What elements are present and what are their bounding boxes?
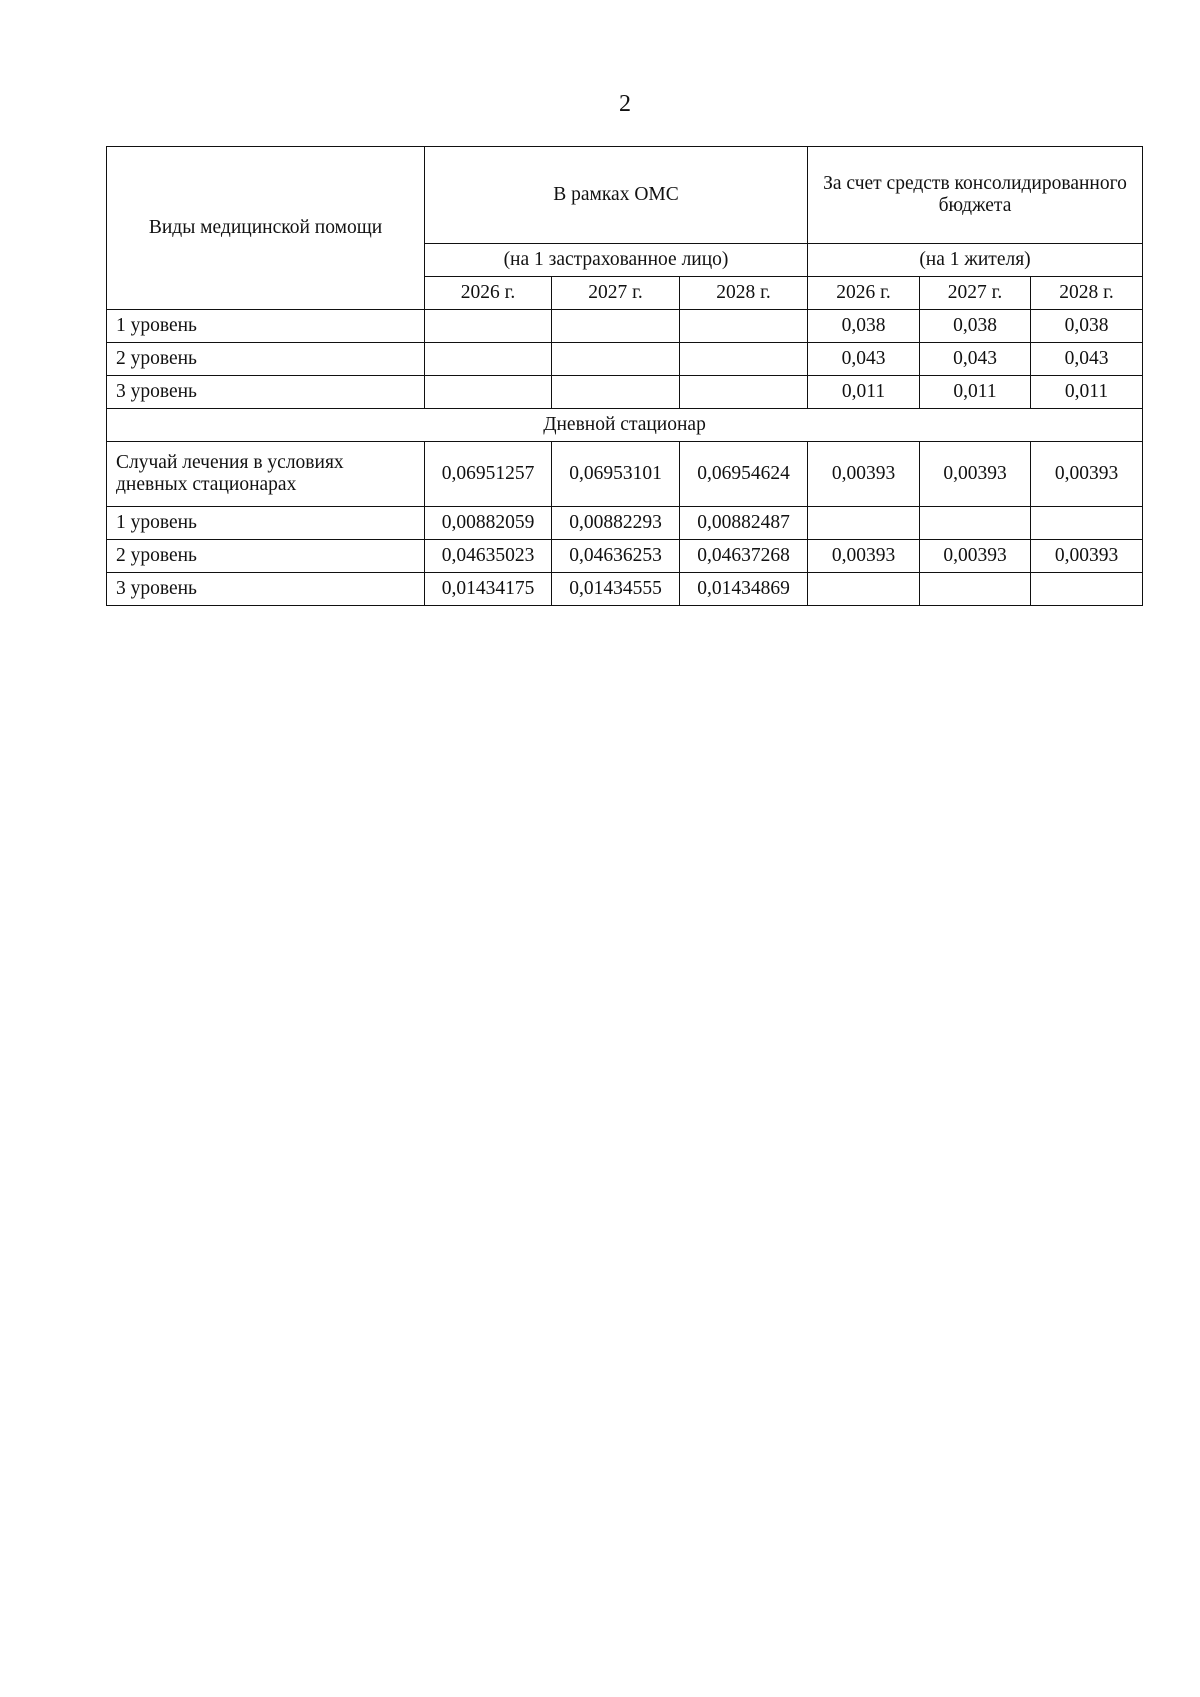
- table-cell: 0,038: [920, 310, 1031, 343]
- table-row: [107, 343, 1143, 376]
- table-cell: [552, 310, 680, 343]
- table-cell: 0,00882059: [425, 507, 552, 540]
- table-cell: 0,01434869: [680, 573, 808, 606]
- table-cell: 0,038: [808, 310, 920, 343]
- row-label: 3 уровень: [107, 573, 425, 606]
- table-cell: [425, 376, 552, 409]
- table-cell: [680, 310, 808, 343]
- row-label: 2 уровень: [107, 540, 425, 573]
- header-budget-group: За счет средств консолидированного бюджета: [808, 147, 1143, 244]
- table-cell: 0,06954624: [680, 442, 808, 507]
- header-year: 2028 г.: [680, 277, 808, 310]
- table-row: [107, 310, 1143, 343]
- table-cell: 0,00393: [1031, 540, 1143, 573]
- table-cell: 0,038: [1031, 310, 1143, 343]
- table-cell: 0,01434555: [552, 573, 680, 606]
- table-cell: 0,011: [1031, 376, 1143, 409]
- row-label: 1 уровень: [107, 310, 425, 343]
- table-cell: 0,00882487: [680, 507, 808, 540]
- table-row: [107, 573, 1143, 606]
- table-cell: 0,00393: [1031, 442, 1143, 507]
- table-cell: [680, 343, 808, 376]
- table-cell: [808, 507, 920, 540]
- table-cell: [920, 507, 1031, 540]
- table-cell: [552, 343, 680, 376]
- table-cell: 0,011: [808, 376, 920, 409]
- table-cell: [425, 343, 552, 376]
- table-row: [107, 540, 1143, 573]
- header-budget-unit: (на 1 жителя): [808, 244, 1143, 277]
- table-cell: 0,06953101: [552, 442, 680, 507]
- table-cell: 0,00393: [920, 442, 1031, 507]
- table-cell: [425, 310, 552, 343]
- table-cell: [1031, 573, 1143, 606]
- table-cell: 0,043: [808, 343, 920, 376]
- table-cell: 0,00882293: [552, 507, 680, 540]
- table-cell: 0,04636253: [552, 540, 680, 573]
- row-label: 1 уровень: [107, 507, 425, 540]
- table-cell: 0,00393: [808, 540, 920, 573]
- table-cell: [1031, 507, 1143, 540]
- page-number: 2: [619, 91, 631, 117]
- section-title-day-hospital: Дневной стационар: [107, 409, 1143, 442]
- table-cell: 0,04637268: [680, 540, 808, 573]
- header-oms-unit: (на 1 застрахованное лицо): [425, 244, 808, 277]
- row-label: Случай лечения в условиях дневных стационарах: [107, 442, 425, 507]
- header-year: 2027 г.: [552, 277, 680, 310]
- medical-care-volume-table: [106, 146, 1143, 606]
- table-cell: 0,01434175: [425, 573, 552, 606]
- table-cell: 0,043: [1031, 343, 1143, 376]
- header-year: 2028 г.: [1031, 277, 1143, 310]
- table-cell: 0,011: [920, 376, 1031, 409]
- row-label: 2 уровень: [107, 343, 425, 376]
- table-row: [107, 442, 1143, 507]
- table-cell: [680, 376, 808, 409]
- table-cell: [552, 376, 680, 409]
- table-row: [107, 507, 1143, 540]
- section-row: [107, 409, 1143, 442]
- table-row: [107, 376, 1143, 409]
- table-cell: 0,00393: [808, 442, 920, 507]
- header-year: 2027 г.: [920, 277, 1031, 310]
- table-cell: 0,00393: [920, 540, 1031, 573]
- table-cell: [808, 573, 920, 606]
- table-cell: 0,043: [920, 343, 1031, 376]
- row-label: 3 уровень: [107, 376, 425, 409]
- header-kinds-of-care: Виды медицинской помощи: [107, 147, 425, 310]
- header-row-groups: [107, 147, 1143, 244]
- table-cell: [920, 573, 1031, 606]
- header-year: 2026 г.: [808, 277, 920, 310]
- header-year: 2026 г.: [425, 277, 552, 310]
- table-cell: 0,06951257: [425, 442, 552, 507]
- header-oms-group: В рамках ОМС: [425, 147, 808, 244]
- table-cell: 0,04635023: [425, 540, 552, 573]
